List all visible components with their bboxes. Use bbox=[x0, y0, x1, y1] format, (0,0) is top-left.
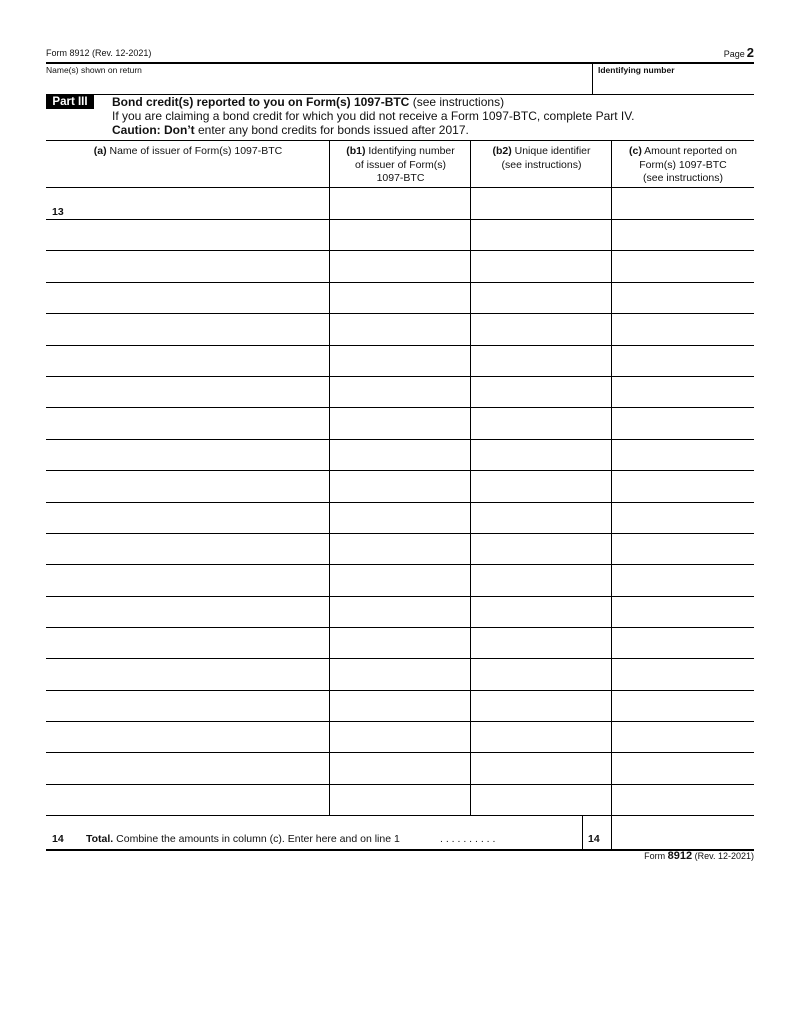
table-row bbox=[46, 407, 754, 408]
form-revision: Form 8912 (Rev. 12-2021) bbox=[46, 48, 152, 58]
part-title-normal: (see instructions) bbox=[409, 95, 505, 109]
table-row bbox=[46, 815, 754, 816]
column-header-c bbox=[612, 145, 754, 186]
col-c-line1: Amount reported on bbox=[641, 145, 737, 157]
table-row bbox=[46, 439, 754, 440]
table-row bbox=[46, 721, 754, 722]
table-row bbox=[46, 219, 754, 220]
table-row bbox=[46, 470, 754, 471]
table-row bbox=[46, 596, 754, 597]
col-c-line2: Form(s) 1097-BTC bbox=[639, 158, 727, 171]
part-badge: Part III bbox=[46, 95, 94, 109]
line-14-box-label: 14 bbox=[588, 833, 600, 845]
line-14-text bbox=[86, 833, 400, 845]
table-row bbox=[46, 627, 754, 628]
col-a-tag: (a) bbox=[93, 145, 107, 157]
col-b1-line1: Identifying number bbox=[365, 145, 455, 157]
col-divider-b2 bbox=[470, 140, 471, 815]
header-rule bbox=[46, 62, 754, 64]
identifying-number-label: Identifying number bbox=[598, 65, 675, 75]
id-divider bbox=[592, 63, 593, 94]
part-title bbox=[112, 95, 504, 109]
table-row bbox=[46, 784, 754, 785]
table-row bbox=[46, 690, 754, 691]
page-indicator bbox=[724, 45, 754, 60]
names-on-return-label: Name(s) shown on return bbox=[46, 65, 142, 75]
table-row bbox=[46, 250, 754, 251]
caution-bold: Caution: Don’t bbox=[112, 123, 195, 137]
col-c-line3: (see instructions) bbox=[643, 172, 723, 184]
line-14-bold: Total. bbox=[86, 833, 114, 845]
col-b2-line1: Unique identifier bbox=[511, 145, 591, 157]
part-caution bbox=[112, 123, 469, 137]
table-row bbox=[46, 752, 754, 753]
table-row bbox=[46, 564, 754, 565]
footer-suffix: (Rev. 12-2021) bbox=[692, 851, 754, 861]
column-header-a bbox=[46, 145, 330, 159]
footer-form-number: 8912 bbox=[667, 850, 693, 862]
col-divider-b1 bbox=[329, 140, 330, 815]
part-title-bold: Bond credit(s) reported to you on Form(s) 1097-BTC bbox=[112, 95, 410, 109]
table-row bbox=[46, 533, 754, 534]
table-row bbox=[46, 376, 754, 377]
page-label: Page bbox=[723, 49, 745, 59]
col-b1-tag: (b1) bbox=[346, 145, 366, 157]
line14-box-divider bbox=[582, 815, 583, 850]
table-row bbox=[46, 658, 754, 659]
col-b1-line2: of issuer of Form(s) bbox=[354, 158, 446, 171]
col-c-tag: (c) bbox=[629, 145, 642, 157]
col-b2-tag: (b2) bbox=[492, 145, 512, 157]
line-13-number: 13 bbox=[52, 206, 64, 218]
table-row bbox=[46, 313, 754, 314]
header-bottom-rule bbox=[46, 187, 754, 188]
leader-dots: . . . . . . . . . . bbox=[440, 833, 496, 845]
col-divider-c bbox=[611, 140, 612, 850]
table-row bbox=[46, 345, 754, 346]
col-b1-line3: 1097-BTC bbox=[376, 172, 425, 184]
line-14-desc: Combine the amounts in column (c). Enter here and on line 1 bbox=[113, 833, 400, 845]
footer-form-id bbox=[644, 850, 754, 862]
column-header-b2 bbox=[471, 145, 612, 172]
footer-prefix: Form bbox=[644, 851, 668, 861]
caution-rest: enter any bond credits for bonds issued after 2017. bbox=[194, 123, 469, 137]
table-row bbox=[46, 502, 754, 503]
col-a-text: Name of issuer of Form(s) 1097-BTC bbox=[106, 145, 283, 157]
table-top-rule bbox=[46, 140, 754, 141]
col-b2-line2: (see instructions) bbox=[501, 158, 582, 171]
line-14-number: 14 bbox=[52, 833, 64, 845]
page-number: 2 bbox=[746, 45, 754, 60]
column-header-b1 bbox=[330, 145, 471, 186]
part-instruction: If you are claiming a bond credit for which you did not receive a Form 1097-BTC, complete Part IV. bbox=[112, 109, 635, 123]
table-row bbox=[46, 282, 754, 283]
